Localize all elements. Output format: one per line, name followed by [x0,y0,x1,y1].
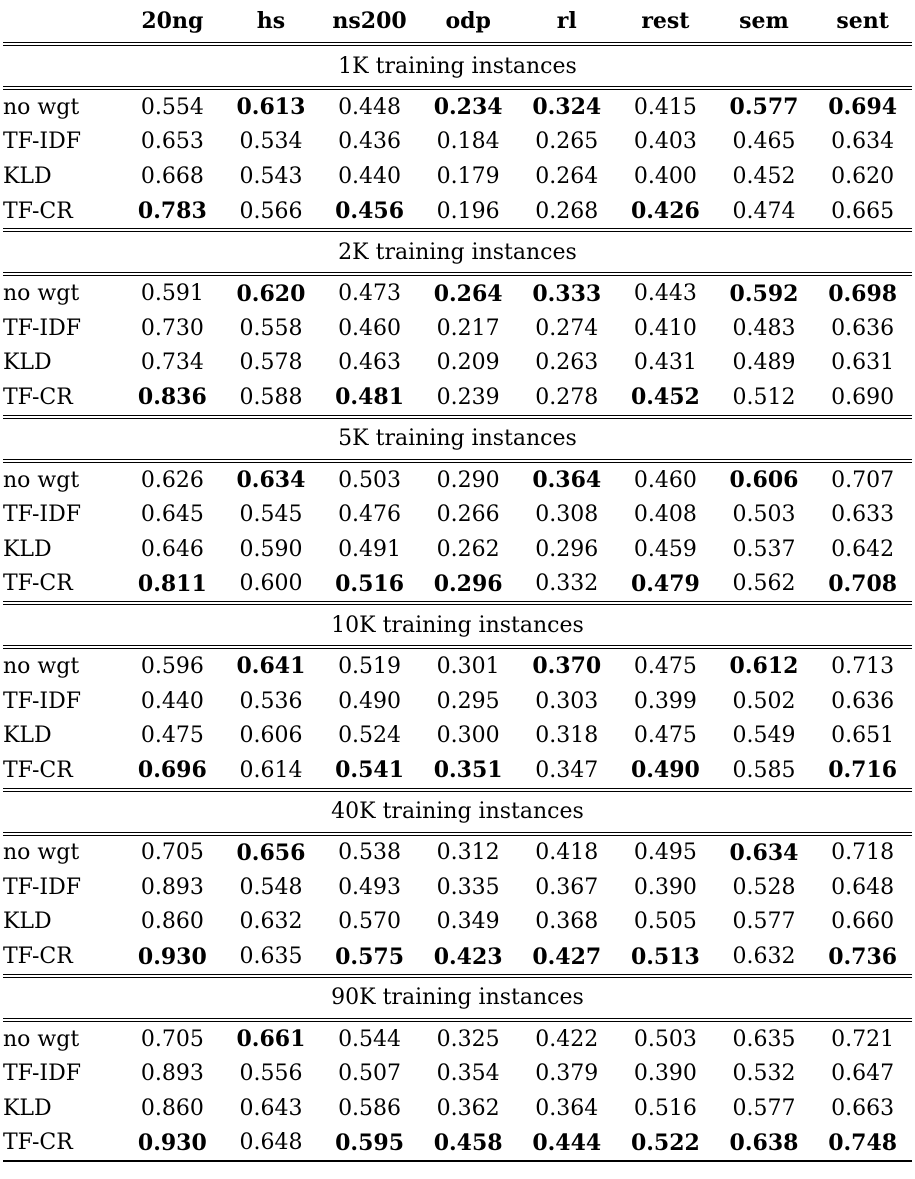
value-cell: 0.860 [140,1095,204,1121]
value-cell: 0.324 [532,94,602,121]
value-cell: 0.648 [831,874,895,900]
value-cell: 0.707 [831,467,895,493]
column-header-odp: odp [419,0,518,44]
value-cell: 0.458 [419,1126,518,1162]
table-row [3,346,912,381]
method-label: no wgt [3,94,80,120]
section-header-row [3,603,912,647]
value-cell: 0.379 [535,1061,599,1087]
method-label: KLD [3,909,52,935]
value-cell: 0.562 [715,567,814,604]
value-cell: 0.473 [338,281,402,307]
value-cell: 0.318 [535,723,599,749]
value-cell: 0.410 [633,315,697,341]
value-cell: 0.718 [831,840,895,866]
table-row [3,684,912,719]
value-cell: 0.524 [338,723,402,749]
value-cell: 0.456 [320,194,419,231]
value-cell: 0.495 [633,840,697,866]
value-cell: 0.362 [436,1095,500,1121]
value-cell: 0.296 [419,567,518,604]
value-cell: 0.635 [222,939,321,976]
section-header-row [3,976,912,1020]
value-cell: 0.558 [239,315,303,341]
table-row [3,1091,912,1126]
value-cell: 0.544 [338,1026,402,1052]
table-row [3,905,912,940]
value-cell: 0.634 [729,839,799,866]
value-cell: 0.734 [140,350,204,376]
value-cell: 0.614 [222,753,321,790]
value-cell: 0.663 [831,1095,895,1121]
column-header-20ng: 20ng [123,0,222,44]
value-cell: 0.512 [715,380,814,417]
value-cell: 0.333 [532,280,602,307]
value-cell: 0.443 [633,281,697,307]
value-cell: 0.748 [813,1126,912,1162]
value-cell: 0.265 [535,129,599,155]
value-cell: 0.426 [616,194,715,231]
value-cell: 0.274 [535,315,599,341]
value-cell: 0.296 [535,536,599,562]
method-label: TF-IDF [3,1061,81,1087]
value-cell: 0.585 [715,753,814,790]
value-cell: 0.493 [338,874,402,900]
value-cell: 0.217 [436,315,500,341]
method-label: TF-IDF [3,315,81,341]
value-cell: 0.590 [239,536,303,562]
table-row [3,567,912,604]
value-cell: 0.364 [532,467,602,494]
method-label: KLD [3,536,52,562]
value-cell: 0.300 [436,723,500,749]
method-label: TF-CR [3,1126,123,1162]
value-cell: 0.408 [633,502,697,528]
value-cell: 0.507 [338,1061,402,1087]
value-cell: 0.606 [729,467,799,494]
value-cell: 0.528 [732,874,796,900]
section-title: 40K training instances [3,790,912,834]
value-cell: 0.335 [436,874,500,900]
value-cell: 0.452 [616,380,715,417]
value-cell: 0.475 [633,723,697,749]
table-row [3,311,912,346]
value-cell: 0.713 [831,653,895,679]
value-cell: 0.503 [633,1026,697,1052]
value-cell: 0.266 [436,502,500,528]
value-cell: 0.513 [616,939,715,976]
results-table [3,0,912,1162]
value-cell: 0.930 [123,939,222,976]
value-cell: 0.537 [732,536,796,562]
column-header-ns200: ns200 [320,0,419,44]
value-cell: 0.431 [633,350,697,376]
value-cell: 0.532 [732,1061,796,1087]
value-cell: 0.476 [338,502,402,528]
value-cell: 0.418 [535,840,599,866]
value-cell: 0.460 [338,315,402,341]
section-title: 10K training instances [3,603,912,647]
value-cell: 0.295 [436,688,500,714]
section-group [3,790,912,976]
method-label: no wgt [3,840,80,866]
value-cell: 0.549 [732,723,796,749]
value-cell: 0.694 [828,94,898,121]
value-cell: 0.836 [123,380,222,417]
value-cell: 0.475 [633,653,697,679]
method-label: TF-IDF [3,874,81,900]
value-cell: 0.592 [729,280,799,307]
value-cell: 0.577 [732,909,796,935]
value-cell: 0.522 [616,1126,715,1162]
value-cell: 0.705 [140,1026,204,1052]
value-cell: 0.698 [828,280,898,307]
value-cell: 0.325 [436,1026,500,1052]
method-label: TF-CR [3,939,123,976]
method-label: TF-IDF [3,502,81,528]
value-cell: 0.403 [633,129,697,155]
method-label: no wgt [3,281,80,307]
value-cell: 0.893 [140,874,204,900]
value-cell: 0.264 [433,280,503,307]
value-cell: 0.491 [338,536,402,562]
value-cell: 0.606 [239,723,303,749]
column-header-sem: sem [715,0,814,44]
value-cell: 0.696 [123,753,222,790]
table-row [3,939,912,976]
value-cell: 0.465 [732,129,796,155]
value-cell: 0.370 [532,653,602,680]
value-cell: 0.483 [732,315,796,341]
value-cell: 0.783 [123,194,222,231]
value-cell: 0.263 [535,350,599,376]
section-header-row [3,790,912,834]
value-cell: 0.660 [831,909,895,935]
table-row [3,194,912,231]
value-cell: 0.427 [517,939,616,976]
section-group [3,417,912,603]
value-cell: 0.463 [338,350,402,376]
value-cell: 0.575 [320,939,419,976]
section-title: 5K training instances [3,417,912,461]
value-cell: 0.656 [236,839,306,866]
value-cell: 0.364 [535,1095,599,1121]
value-cell: 0.308 [535,502,599,528]
value-cell: 0.653 [140,129,204,155]
value-cell: 0.643 [239,1095,303,1121]
value-cell: 0.390 [633,874,697,900]
value-cell: 0.665 [813,194,912,231]
value-cell: 0.620 [236,280,306,307]
value-cell: 0.489 [732,350,796,376]
table-row [3,718,912,753]
value-cell: 0.708 [813,567,912,604]
value-cell: 0.930 [123,1126,222,1162]
table-row [3,647,912,684]
value-cell: 0.543 [239,163,303,189]
value-cell: 0.613 [236,94,306,121]
value-cell: 0.262 [436,536,500,562]
value-cell: 0.591 [140,281,204,307]
value-cell: 0.638 [715,1126,814,1162]
value-cell: 0.641 [236,653,306,680]
value-cell: 0.234 [433,94,503,121]
header-row [3,0,912,44]
value-cell: 0.646 [140,536,204,562]
section-group [3,44,912,230]
value-cell: 0.647 [831,1061,895,1087]
value-cell: 0.479 [616,567,715,604]
value-cell: 0.566 [222,194,321,231]
method-label: KLD [3,1095,52,1121]
value-cell: 0.811 [123,567,222,604]
value-cell: 0.332 [517,567,616,604]
method-label: TF-IDF [3,688,81,714]
value-cell: 0.635 [732,1026,796,1052]
method-label: TF-CR [3,753,123,790]
table-header [3,0,912,44]
value-cell: 0.595 [320,1126,419,1162]
table-row [3,461,912,498]
value-cell: 0.459 [633,536,697,562]
value-cell: 0.290 [436,467,500,493]
value-cell: 0.534 [239,129,303,155]
value-cell: 0.209 [436,350,500,376]
section-group [3,230,912,416]
value-cell: 0.436 [338,129,402,155]
value-cell: 0.596 [140,653,204,679]
value-cell: 0.390 [633,1061,697,1087]
table-row [3,1020,912,1057]
value-cell: 0.264 [535,163,599,189]
section-title: 1K training instances [3,44,912,88]
value-cell: 0.631 [831,350,895,376]
value-cell: 0.578 [239,350,303,376]
value-cell: 0.481 [320,380,419,417]
value-cell: 0.651 [831,723,895,749]
value-cell: 0.444 [517,1126,616,1162]
value-cell: 0.893 [140,1061,204,1087]
value-cell: 0.645 [140,502,204,528]
value-cell: 0.440 [140,688,204,714]
column-header-hs: hs [222,0,321,44]
value-cell: 0.415 [633,94,697,120]
value-cell: 0.452 [732,163,796,189]
table-row [3,870,912,905]
value-cell: 0.586 [338,1095,402,1121]
value-cell: 0.690 [813,380,912,417]
value-cell: 0.351 [419,753,518,790]
table-row [3,497,912,532]
value-cell: 0.502 [732,688,796,714]
section-header-row [3,230,912,274]
value-cell: 0.705 [140,840,204,866]
value-cell: 0.519 [338,653,402,679]
value-cell: 0.634 [831,129,895,155]
method-label: no wgt [3,653,80,679]
value-cell: 0.536 [239,688,303,714]
value-cell: 0.368 [535,909,599,935]
section-group [3,603,912,789]
value-cell: 0.556 [239,1061,303,1087]
value-cell: 0.648 [222,1126,321,1162]
value-cell: 0.303 [535,688,599,714]
table-row [3,274,912,311]
value-cell: 0.490 [338,688,402,714]
value-cell: 0.301 [436,653,500,679]
column-header-rl: rl [517,0,616,44]
method-label: TF-IDF [3,129,81,155]
value-cell: 0.612 [729,653,799,680]
column-header-method [3,0,123,44]
value-cell: 0.620 [831,163,895,189]
value-cell: 0.179 [436,163,500,189]
value-cell: 0.503 [732,502,796,528]
value-cell: 0.577 [732,1095,796,1121]
column-header-sent: sent [813,0,912,44]
value-cell: 0.538 [338,840,402,866]
value-cell: 0.184 [436,129,500,155]
value-cell: 0.633 [831,502,895,528]
value-cell: 0.505 [633,909,697,935]
table-row [3,380,912,417]
value-cell: 0.716 [813,753,912,790]
value-cell: 0.422 [535,1026,599,1052]
section-header-row [3,44,912,88]
value-cell: 0.668 [140,163,204,189]
value-cell: 0.541 [320,753,419,790]
value-cell: 0.548 [239,874,303,900]
value-cell: 0.278 [517,380,616,417]
value-cell: 0.367 [535,874,599,900]
value-cell: 0.632 [715,939,814,976]
method-label: KLD [3,163,52,189]
value-cell: 0.588 [222,380,321,417]
value-cell: 0.460 [633,467,697,493]
table-row [3,834,912,871]
value-cell: 0.474 [715,194,814,231]
value-cell: 0.312 [436,840,500,866]
table-row [3,159,912,194]
value-cell: 0.503 [338,467,402,493]
value-cell: 0.661 [236,1026,306,1053]
table-row [3,125,912,160]
value-cell: 0.721 [831,1026,895,1052]
value-cell: 0.516 [633,1095,697,1121]
value-cell: 0.196 [419,194,518,231]
value-cell: 0.632 [239,909,303,935]
value-cell: 0.634 [236,467,306,494]
value-cell: 0.354 [436,1061,500,1087]
value-cell: 0.490 [616,753,715,790]
table-row [3,88,912,125]
value-cell: 0.577 [729,94,799,121]
value-cell: 0.570 [338,909,402,935]
value-cell: 0.347 [517,753,616,790]
section-header-row [3,417,912,461]
value-cell: 0.516 [320,567,419,604]
section-title: 2K training instances [3,230,912,274]
method-label: KLD [3,350,52,376]
section-title: 90K training instances [3,976,912,1020]
value-cell: 0.448 [338,94,402,120]
value-cell: 0.860 [140,909,204,935]
table-row [3,1056,912,1091]
value-cell: 0.400 [633,163,697,189]
value-cell: 0.440 [338,163,402,189]
value-cell: 0.636 [831,688,895,714]
method-label: TF-CR [3,567,123,604]
method-label: TF-CR [3,194,123,231]
value-cell: 0.399 [633,688,697,714]
value-cell: 0.736 [813,939,912,976]
value-cell: 0.626 [140,467,204,493]
section-group [3,976,912,1161]
column-header-rest: rest [616,0,715,44]
value-cell: 0.600 [222,567,321,604]
value-cell: 0.554 [140,94,204,120]
method-label: no wgt [3,467,80,493]
value-cell: 0.730 [140,315,204,341]
value-cell: 0.268 [517,194,616,231]
value-cell: 0.475 [140,723,204,749]
method-label: no wgt [3,1026,80,1052]
value-cell: 0.636 [831,315,895,341]
value-cell: 0.642 [831,536,895,562]
table-row [3,1126,912,1162]
table-row [3,532,912,567]
method-label: TF-CR [3,380,123,417]
value-cell: 0.239 [419,380,518,417]
value-cell: 0.423 [419,939,518,976]
table-row [3,753,912,790]
value-cell: 0.545 [239,502,303,528]
method-label: KLD [3,723,52,749]
value-cell: 0.349 [436,909,500,935]
